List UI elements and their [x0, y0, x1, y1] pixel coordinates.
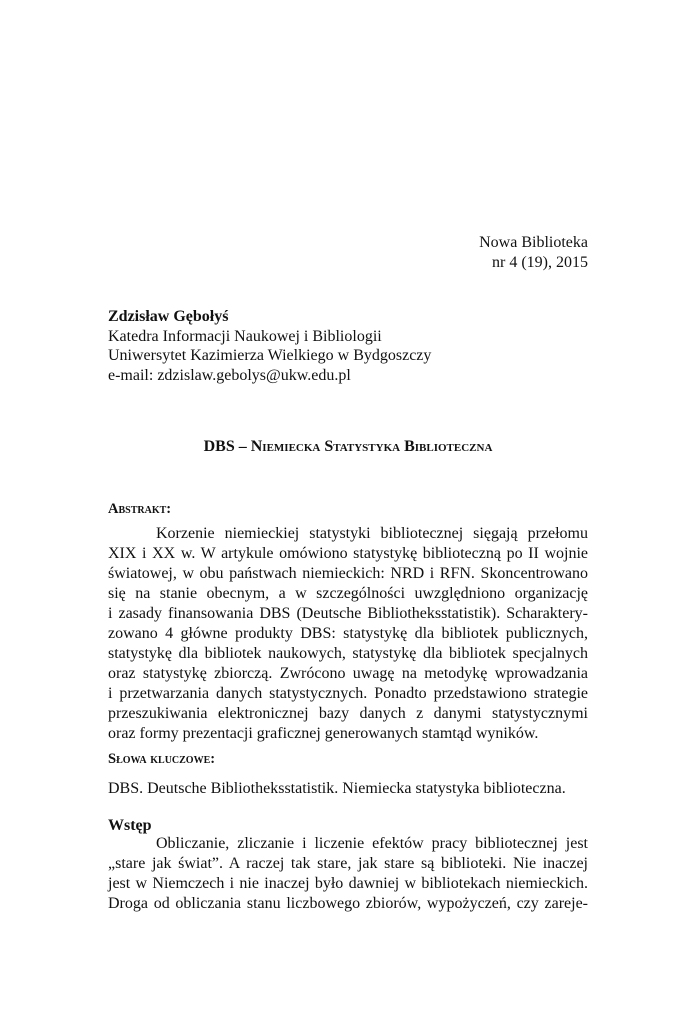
author-name: Zdzisław Gębołyś	[108, 308, 229, 325]
author-university: Uniwersytet Kazimierza Wielkiego w Bydgoszczy	[108, 347, 432, 364]
intro-line: „stare jak świat”. A raczej tak stare, jak stare są biblioteki. Nie inaczej	[108, 855, 588, 872]
abstract-line: się na stanie obecnym, a w szczególności uwzględniono organizację	[108, 585, 588, 602]
author-department: Katedra Informacji Naukowej i Bibliologii	[108, 327, 382, 345]
abstract-line: oraz formy prezentacji graficznej generowanych stamtąd wyników.	[108, 725, 539, 742]
document-page	[108, 0, 588, 1024]
abstract-line: oraz statystykę zbiorczą. Zwrócono uwagę na metodykę wprowadzania	[108, 665, 588, 682]
abstract-heading: Abstrakt:	[108, 501, 172, 517]
title-prefix: DBS –	[203, 438, 251, 455]
abstract-line: i zasady finansowania DBS (Deutsche Bibliotheksstatistik). Scharaktery-	[108, 605, 588, 622]
keywords-text: DBS. Deutsche Bibliotheksstatistik. Niemiecka statystyka biblioteczna.	[108, 780, 566, 797]
intro-heading: Wstęp	[108, 817, 152, 834]
intro-line: Droga od obliczania stanu liczbowego zbiorów, wypożyczeń, czy zareje-	[108, 895, 588, 912]
author-block	[108, 307, 431, 385]
abstract-line: światowej, w obu państwach niemieckich: NRD i RFN. Skoncentrowano	[108, 565, 588, 582]
journal-issue: nr 4 (19), 2015	[492, 254, 588, 271]
abstract-line: Korzenie niemieckiej statystyki bibliotecznej sięgają przełomu	[156, 525, 588, 542]
article-title	[108, 437, 588, 457]
abstract-line: zowano 4 główne produkty DBS: statystykę dla bibliotek publicznych,	[108, 625, 588, 642]
abstract-paragraph	[108, 524, 588, 744]
abstract-line: przeszukiwania elektronicznej bazy danych z danymi statystycznymi	[108, 705, 588, 722]
intro-line: Obliczanie, zliczanie i liczenie efektów pracy bibliotecznej jest	[156, 835, 588, 852]
abstract-line: XIX i XX w. W artykule omówiono statystykę biblioteczną po II wojnie	[108, 545, 588, 562]
intro-line: jest w Niemczech i nie inaczej było dawniej w bibliotekach niemieckich.	[108, 875, 588, 892]
abstract-line: i przetwarzania danych statystycznych. Ponadto przedstawiono strategie	[108, 685, 588, 702]
keywords-heading: Słowa kluczowe:	[108, 751, 216, 767]
title-main: Niemiecka Statystyka Biblioteczna	[250, 438, 493, 455]
author-email: e-mail: zdzislaw.gebolys@ukw.edu.pl	[108, 366, 351, 384]
journal-info	[479, 233, 588, 273]
journal-name: Nowa Biblioteka	[479, 234, 588, 251]
intro-paragraph	[108, 834, 588, 914]
abstract-line: statystykę dla bibliotek naukowych, statystykę dla bibliotek specjalnych	[108, 645, 588, 662]
